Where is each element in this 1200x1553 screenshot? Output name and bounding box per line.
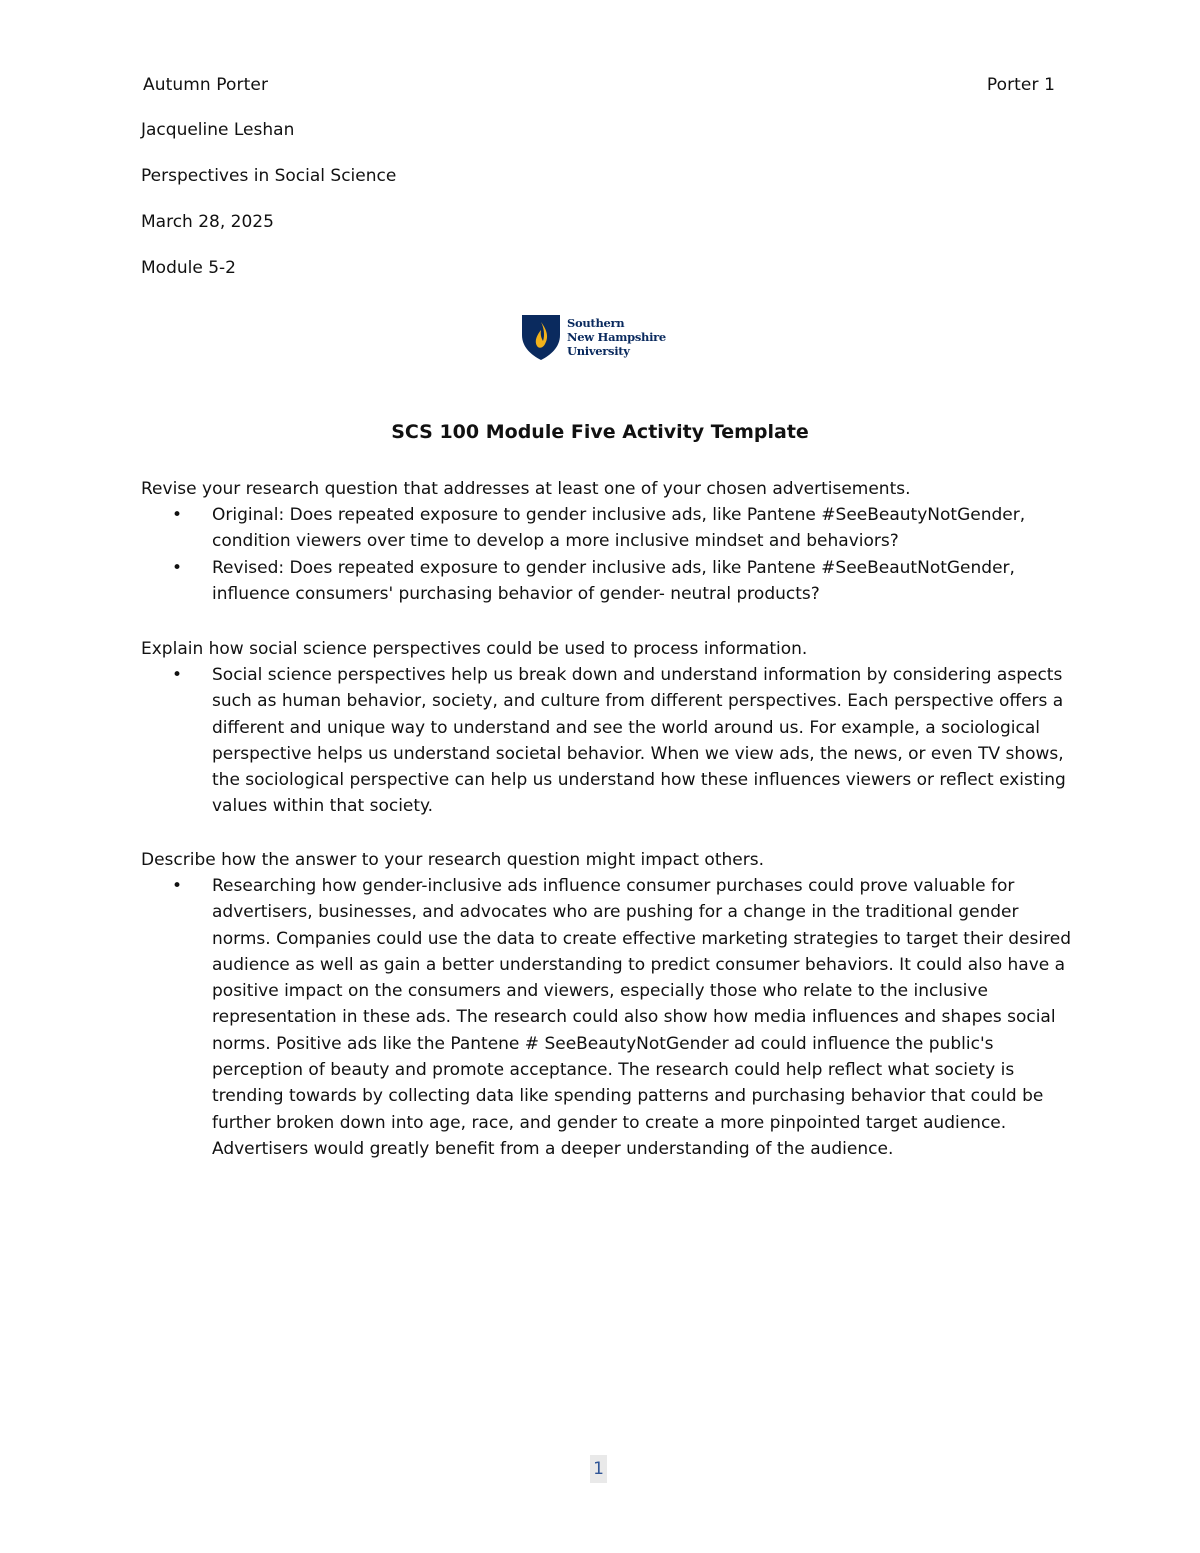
list-item-text: Social science perspectives help us break down and understand information by considering aspects such as human behavior, society, and culture from different perspectives. Each perspective offers a different and unique way to understand and see the world around us. For example, a sociological perspective helps us understand societal behavior. When we view ads, the news, or even TV shows, the sociological perspective can help us understand how these influences viewers or reflect existing values within that society. (212, 665, 1066, 817)
module-label: Module 5-2 (141, 258, 236, 278)
list-item-text: Original: Does repeated exposure to gender inclusive ads, like Pantene #SeeBeautyNotGender, condition viewers over time to develop a more inclusive mindset and behaviors? (212, 505, 1026, 552)
running-head: Porter 1 (986, 75, 1055, 95)
bullet-icon: • (172, 505, 183, 525)
list-item-text: Researching how gender-inclusive ads influence consumer purchases could prove valuable for advertisers, businesses, and advocates who are pushing for a change in the traditional gender norms. Companies could use the data to create effective marketing strategies to target their desired audience as well as gain a better understanding to predict consumer behaviors. It could also have a positive impact on the consumers and viewers, especially those who relate to the inclusive representation in these ads. The research could also show how media influences and shapes social norms. Positive ads like the Pantene # SeeBeautyNotGender ad could influence the public's perception of beauty and promote acceptance. The research could help reflect what society is trending towards by collecting data like spending patterns and purchasing behavior that could be further broken down into age, race, and gender to create a more pinpointed target audience. Advertisers would greatly benefit from a deeper understanding of the audience. (212, 876, 1071, 1159)
author-name: Autumn Porter (143, 75, 269, 95)
bullet-icon: • (172, 876, 183, 896)
bullet-list (141, 502, 1071, 607)
submission-date: March 28, 2025 (141, 212, 274, 232)
bullet-list (141, 662, 1071, 820)
list-item-text: Revised: Does repeated exposure to gender inclusive ads, like Pantene #SeeBeautNotGender, influence consumers' purchasing behavior of gender- neutral products? (212, 557, 1015, 604)
bullet-list (141, 873, 1071, 1162)
shield-flame-icon (521, 313, 561, 361)
page-number: 1 (590, 1455, 607, 1483)
section-perspectives (141, 636, 1071, 820)
list-item (141, 662, 1071, 820)
section-research-question (141, 476, 1071, 607)
section-impact (141, 847, 1071, 1162)
section-prompt: Describe how the answer to your research question might impact others. (141, 850, 764, 870)
logo-line-1: Southern (567, 316, 625, 330)
section-prompt: Explain how social science perspectives could be used to process information. (141, 639, 808, 659)
university-logo (521, 313, 681, 363)
instructor-name: Jacqueline Leshan (141, 120, 295, 140)
logo-line-3: University (567, 344, 630, 358)
section-prompt: Revise your research question that addresses at least one of your chosen advertisements. (141, 479, 911, 499)
bullet-icon: • (172, 665, 183, 685)
list-item (141, 502, 1071, 555)
list-item (141, 555, 1071, 608)
bullet-icon: • (172, 557, 183, 578)
course-name: Perspectives in Social Science (141, 166, 397, 186)
logo-line-2: New Hampshire (567, 330, 666, 344)
list-item (141, 873, 1071, 1162)
logo-wordmark (567, 316, 666, 358)
document-title: SCS 100 Module Five Activity Template (391, 421, 809, 443)
